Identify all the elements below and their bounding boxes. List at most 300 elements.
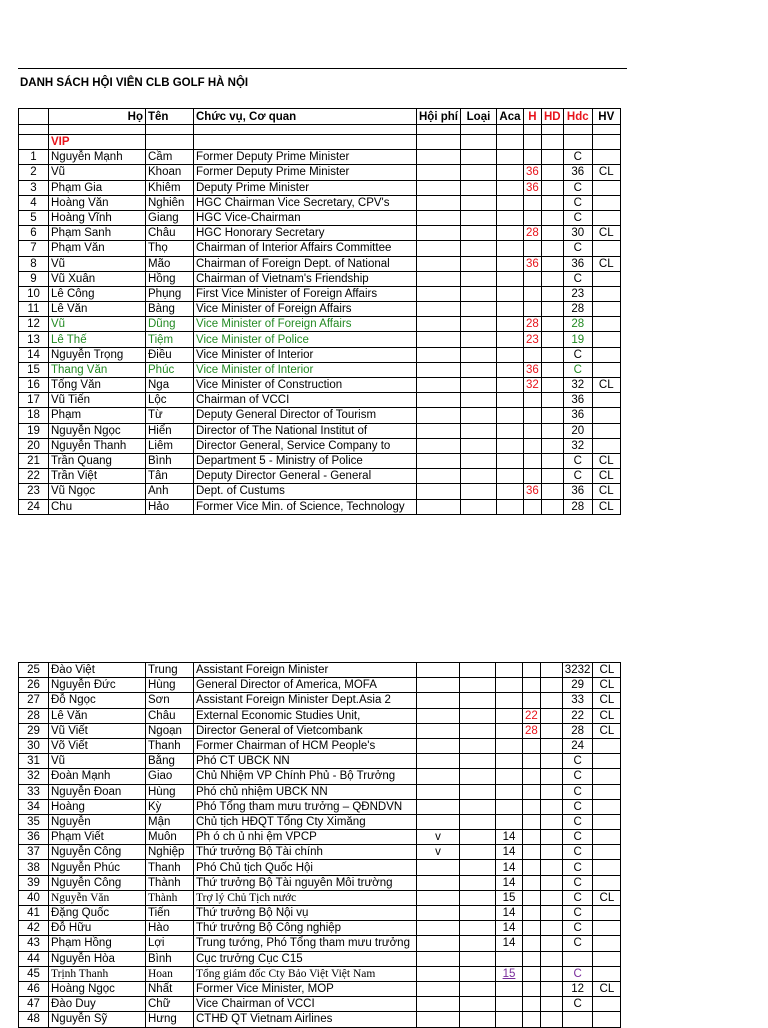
cell-hoi-phi <box>417 271 461 286</box>
cell-loai <box>460 875 496 890</box>
cell-hdc: 23 <box>563 286 592 301</box>
cell-hdc: 12 <box>562 981 593 996</box>
cell-aca <box>496 423 523 438</box>
cell-ten: Trung <box>146 663 194 678</box>
cell-hdc: C <box>562 845 593 860</box>
cell-chuc-vu: Thứ trưởng Bộ Tài chính <box>194 845 417 860</box>
cell-hv <box>593 845 621 860</box>
cell-chuc-vu: Chairman of VCCI <box>194 393 417 408</box>
cell-chuc-vu: Chairman of Interior Affairs Committee <box>194 241 417 256</box>
cell-chuc-vu: Former Vice Min. of Science, Technology <box>194 499 417 514</box>
cell-hdc: C <box>563 180 592 195</box>
cell-ho: Nguyễn <box>49 814 146 829</box>
cell-h: 36 <box>523 362 541 377</box>
cell-hoi-phi <box>417 286 461 301</box>
cell-loai <box>460 845 496 860</box>
cell-ten: Hiển <box>146 423 194 438</box>
cell-hdc: C <box>562 997 593 1012</box>
cell-ten: Nghiệp <box>146 845 194 860</box>
cell-ten: Mận <box>146 814 194 829</box>
cell-aca <box>496 347 523 362</box>
cell-aca <box>496 453 523 468</box>
cell-h <box>523 150 541 165</box>
cell-hd <box>541 362 563 377</box>
cell-hd <box>540 875 562 890</box>
cell-loai <box>460 769 496 784</box>
cell-h <box>523 906 541 921</box>
cell-aca <box>496 408 523 423</box>
cell-ho: Nguyễn Mạnh <box>49 150 146 165</box>
cell-chuc-vu: Deputy Prime Minister <box>194 180 417 195</box>
header-chuc-vu: Chức vụ, Cơ quan <box>194 109 417 125</box>
cell-hv <box>593 799 621 814</box>
cell-loai <box>460 423 496 438</box>
cell-h <box>523 499 541 514</box>
cell-ten: Hùng <box>146 678 194 693</box>
cell-hoi-phi <box>417 784 460 799</box>
row-number: 14 <box>19 347 49 362</box>
cell-hv <box>592 302 620 317</box>
cell-loai <box>460 693 496 708</box>
cell-hoi-phi <box>417 453 461 468</box>
cell-loai <box>460 180 496 195</box>
cell-hv <box>592 195 620 210</box>
cell-hd <box>541 271 563 286</box>
cell-h <box>523 271 541 286</box>
cell-ten: Khoan <box>146 165 194 180</box>
cell-loai <box>460 302 496 317</box>
cell-hv <box>592 271 620 286</box>
cell-hv <box>592 347 620 362</box>
table-row <box>19 241 621 256</box>
row-number: 48 <box>19 1012 49 1027</box>
cell-aca <box>496 769 523 784</box>
cell-hoi-phi <box>417 754 460 769</box>
row-number: 32 <box>19 769 49 784</box>
cell-ho: Vũ <box>49 256 146 271</box>
cell-hdc: C <box>562 830 593 845</box>
row-number: 17 <box>19 393 49 408</box>
cell-aca: 14 <box>496 860 523 875</box>
cell-ten: Phụng <box>146 286 194 301</box>
table-row <box>19 723 621 738</box>
cell-ten: Thanh <box>146 860 194 875</box>
cell-chuc-vu: Tổng giám đốc Cty Bảo Việt Việt Nam <box>194 966 417 981</box>
cell-hoi-phi <box>417 210 461 225</box>
cell-hoi-phi <box>417 769 460 784</box>
cell-hd <box>541 408 563 423</box>
row-number: 47 <box>19 997 49 1012</box>
cell-hv <box>592 332 620 347</box>
cell-hd <box>540 708 562 723</box>
cell-h <box>523 860 541 875</box>
row-number: 39 <box>19 875 49 890</box>
cell-chuc-vu: Former Deputy Prime Minister <box>194 150 417 165</box>
cell-aca <box>496 723 523 738</box>
table-row <box>19 693 621 708</box>
cell-ho: Nguyễn Công <box>49 845 146 860</box>
cell-ho: Phạm Gia <box>49 180 146 195</box>
row-number: 5 <box>19 210 49 225</box>
cell-chuc-vu: Deputy General Director of Tourism <box>194 408 417 423</box>
cell-hoi-phi <box>417 256 461 271</box>
cell-hd <box>541 241 563 256</box>
cell-ten: Phúc <box>146 362 194 377</box>
cell-ten: Sơn <box>146 693 194 708</box>
header-ten: Tên <box>146 109 194 125</box>
cell-h <box>523 408 541 423</box>
cell-chuc-vu: Phó chủ nhiệm UBCK NN <box>194 784 417 799</box>
cell-h <box>523 875 541 890</box>
cell-hoi-phi <box>417 241 461 256</box>
cell-hdc: C <box>563 241 592 256</box>
cell-h <box>523 845 541 860</box>
cell-hv <box>593 951 621 966</box>
cell-hdc: C <box>563 469 592 484</box>
table-row <box>19 256 621 271</box>
cell-aca <box>496 150 523 165</box>
cell-hdc: 33 <box>562 693 593 708</box>
cell-aca <box>496 362 523 377</box>
table-row <box>19 981 621 996</box>
cell-aca <box>496 180 523 195</box>
cell-ten: Nghiên <box>146 195 194 210</box>
cell-hdc: 28 <box>563 317 592 332</box>
table-row <box>19 906 621 921</box>
cell-ten: Thanh <box>146 738 194 753</box>
cell-hv <box>592 362 620 377</box>
cell-h <box>523 693 541 708</box>
cell-loai <box>460 997 496 1012</box>
table-row <box>19 302 621 317</box>
cell-hv: CL <box>593 708 621 723</box>
cell-ten: Hùng <box>146 784 194 799</box>
cell-aca <box>496 997 523 1012</box>
table-row <box>19 499 621 514</box>
cell-hdc: C <box>562 814 593 829</box>
cell-hoi-phi <box>417 393 461 408</box>
cell-hv <box>593 997 621 1012</box>
cell-hd <box>540 921 562 936</box>
cell-aca <box>496 754 523 769</box>
cell-hdc: C <box>562 890 593 905</box>
spacer-row <box>19 125 621 135</box>
cell-aca[interactable]: 15 <box>496 966 523 981</box>
row-number: 42 <box>19 921 49 936</box>
cell-h <box>523 302 541 317</box>
table-row <box>19 362 621 377</box>
row-number: 46 <box>19 981 49 996</box>
table-row <box>19 678 621 693</box>
cell-hd <box>541 423 563 438</box>
cell-loai <box>460 499 496 514</box>
row-number: 36 <box>19 830 49 845</box>
cell-aca <box>496 708 523 723</box>
cell-ten: Thành <box>146 875 194 890</box>
row-number: 43 <box>19 936 49 951</box>
cell-loai <box>460 393 496 408</box>
cell-hoi-phi <box>417 981 460 996</box>
cell-hd <box>541 484 563 499</box>
cell-ho: Vũ Xuân <box>49 271 146 286</box>
cell-hdc: 32 <box>563 378 592 393</box>
cell-hoi-phi <box>417 302 461 317</box>
cell-hdc: 28 <box>562 723 593 738</box>
table-row <box>19 830 621 845</box>
cell-h <box>523 951 541 966</box>
cell-ten: Tân <box>146 469 194 484</box>
cell-h <box>523 936 541 951</box>
header-row <box>19 109 621 125</box>
table-row <box>19 210 621 225</box>
cell-hv: CL <box>592 165 620 180</box>
row-number: 29 <box>19 723 49 738</box>
row-number: 28 <box>19 708 49 723</box>
cell-hv <box>592 210 620 225</box>
cell-hdc: C <box>562 754 593 769</box>
cell-hd <box>541 332 563 347</box>
cell-hdc: 3232 <box>562 663 593 678</box>
cell-hdc: C <box>562 906 593 921</box>
table-row <box>19 754 621 769</box>
table-row <box>19 845 621 860</box>
cell-hv: CL <box>593 723 621 738</box>
cell-ho: Đào Việt <box>49 663 146 678</box>
cell-hdc: C <box>562 799 593 814</box>
cell-ten: Từ <box>146 408 194 423</box>
cell-aca <box>496 271 523 286</box>
cell-hv <box>593 936 621 951</box>
table-row <box>19 921 621 936</box>
cell-loai <box>460 271 496 286</box>
cell-hdc: 30 <box>563 226 592 241</box>
cell-aca <box>496 302 523 317</box>
cell-hdc <box>562 1012 593 1027</box>
cell-ho: Vũ <box>49 317 146 332</box>
cell-chuc-vu: Dept. of Custums <box>194 484 417 499</box>
header-ho: Họ <box>49 109 146 125</box>
cell-aca: 14 <box>496 936 523 951</box>
cell-aca: 15 <box>496 890 523 905</box>
row-number: 27 <box>19 693 49 708</box>
table-row <box>19 378 621 393</box>
table-row <box>19 966 621 981</box>
cell-chuc-vu: HGC Honorary Secretary <box>194 226 417 241</box>
table-row <box>19 393 621 408</box>
cell-h <box>523 1012 541 1027</box>
cell-hv <box>593 875 621 890</box>
cell-h <box>523 769 541 784</box>
cell-h <box>523 438 541 453</box>
table-row <box>19 799 621 814</box>
cell-hd <box>541 210 563 225</box>
cell-h <box>523 663 541 678</box>
cell-ten: Tiệm <box>146 332 194 347</box>
cell-hoi-phi <box>417 966 460 981</box>
cell-aca <box>496 784 523 799</box>
cell-loai <box>460 362 496 377</box>
cell-hoi-phi <box>417 226 461 241</box>
cell-chuc-vu: Thứ trưởng Bộ Công nghiệp <box>194 921 417 936</box>
table-row <box>19 317 621 332</box>
cell-chuc-vu: Phó Tổng tham mưu trưởng – QĐNDVN <box>194 799 417 814</box>
cell-hdc: 28 <box>563 499 592 514</box>
cell-loai <box>460 754 496 769</box>
table-row <box>19 951 621 966</box>
row-number: 31 <box>19 754 49 769</box>
cell-ten: Châu <box>146 226 194 241</box>
cell-ten: Hào <box>146 921 194 936</box>
member-table-part2 <box>18 662 621 1028</box>
cell-ho: Lê Văn <box>49 708 146 723</box>
row-number: 2 <box>19 165 49 180</box>
cell-hd <box>540 799 562 814</box>
cell-loai <box>460 210 496 225</box>
cell-hoi-phi <box>417 408 461 423</box>
cell-h: 36 <box>523 165 541 180</box>
header-loai: Loại <box>460 109 496 125</box>
cell-ho: Lê Thế <box>49 332 146 347</box>
table-row <box>19 332 621 347</box>
cell-hv <box>592 286 620 301</box>
row-number: 37 <box>19 845 49 860</box>
table-row <box>19 469 621 484</box>
cell-hd <box>540 814 562 829</box>
cell-chuc-vu: Chủ tịch HĐQT Tổng Cty Ximăng <box>194 814 417 829</box>
cell-h <box>523 981 541 996</box>
cell-hd <box>541 226 563 241</box>
cell-aca <box>496 981 523 996</box>
cell-hdc: C <box>562 875 593 890</box>
cell-hoi-phi <box>417 875 460 890</box>
cell-hd <box>540 723 562 738</box>
cell-aca: 14 <box>496 906 523 921</box>
cell-hoi-phi <box>417 708 460 723</box>
cell-aca <box>496 256 523 271</box>
cell-chuc-vu: Trợ lý Chủ Tịch nước <box>194 890 417 905</box>
cell-chuc-vu: External Economic Studies Unit, <box>194 708 417 723</box>
cell-hv <box>593 784 621 799</box>
cell-ho: Lê Công <box>49 286 146 301</box>
cell-hv: CL <box>592 499 620 514</box>
cell-hd <box>540 997 562 1012</box>
cell-h <box>523 195 541 210</box>
cell-loai <box>460 966 496 981</box>
cell-h <box>523 814 541 829</box>
cell-chuc-vu: Vice Minister of Police <box>194 332 417 347</box>
cell-aca <box>496 814 523 829</box>
row-number: 9 <box>19 271 49 286</box>
cell-h <box>523 738 541 753</box>
table-row <box>19 286 621 301</box>
cell-h <box>523 754 541 769</box>
cell-loai <box>460 469 496 484</box>
table-row <box>19 438 621 453</box>
cell-loai <box>460 378 496 393</box>
cell-ho: Trần Việt <box>49 469 146 484</box>
cell-hv: CL <box>592 453 620 468</box>
row-number: 15 <box>19 362 49 377</box>
cell-h <box>523 393 541 408</box>
table-row <box>19 453 621 468</box>
cell-hdc: C <box>563 210 592 225</box>
cell-hd <box>540 754 562 769</box>
cell-ho: Vũ <box>49 754 146 769</box>
cell-chuc-vu: Assistant Foreign Minister Dept.Asia 2 <box>194 693 417 708</box>
cell-chuc-vu: Thứ trưởng Bộ Tài nguyên Môi trường <box>194 875 417 890</box>
cell-loai <box>460 241 496 256</box>
cell-ho: Vũ <box>49 165 146 180</box>
cell-hoi-phi <box>417 484 461 499</box>
cell-hoi-phi <box>417 997 460 1012</box>
cell-ho: Đỗ Ngọc <box>49 693 146 708</box>
cell-hv: CL <box>593 693 621 708</box>
cell-hoi-phi <box>417 799 460 814</box>
cell-chuc-vu: Vice Chairman of VCCI <box>194 997 417 1012</box>
cell-ten: Bình <box>146 951 194 966</box>
cell-ten: Giao <box>146 769 194 784</box>
member-table-part1 <box>18 108 621 515</box>
cell-chuc-vu: General Director of America, MOFA <box>194 678 417 693</box>
row-number: 24 <box>19 499 49 514</box>
cell-loai <box>460 890 496 905</box>
cell-h: 23 <box>523 332 541 347</box>
table-row <box>19 271 621 286</box>
cell-hoi-phi <box>417 438 461 453</box>
cell-hdc: 36 <box>563 393 592 408</box>
cell-hoi-phi <box>417 860 460 875</box>
cell-ho: Hoàng Văn <box>49 195 146 210</box>
cell-ten: Bình <box>146 453 194 468</box>
cell-h <box>523 799 541 814</box>
cell-loai <box>460 723 496 738</box>
table-row <box>19 226 621 241</box>
cell-aca: 14 <box>496 921 523 936</box>
cell-ten: Bàng <box>146 302 194 317</box>
cell-hd <box>540 663 562 678</box>
cell-chuc-vu: Director General of Vietcombank <box>194 723 417 738</box>
cell-hoi-phi: v <box>417 845 460 860</box>
cell-hd <box>541 317 563 332</box>
cell-chuc-vu: Ph ó ch ủ nhi ệm VPCP <box>194 830 417 845</box>
cell-ho: Trần Quang <box>49 453 146 468</box>
cell-ho: Nguyễn Trọng <box>49 347 146 362</box>
cell-ten: Châu <box>146 708 194 723</box>
cell-h <box>523 453 541 468</box>
cell-loai <box>460 951 496 966</box>
cell-hdc: 24 <box>562 738 593 753</box>
cell-hv <box>592 317 620 332</box>
cell-aca <box>496 678 523 693</box>
cell-aca <box>496 484 523 499</box>
cell-h: 28 <box>523 226 541 241</box>
row-number: 38 <box>19 860 49 875</box>
cell-aca <box>496 1012 523 1027</box>
cell-hv <box>593 830 621 845</box>
table-row <box>19 150 621 165</box>
cell-h: 32 <box>523 378 541 393</box>
cell-hv <box>593 906 621 921</box>
section-row <box>19 135 621 150</box>
cell-chuc-vu: Vice Minister of Interior <box>194 362 417 377</box>
row-number: 22 <box>19 469 49 484</box>
cell-hoi-phi <box>417 195 461 210</box>
cell-hv <box>593 754 621 769</box>
row-number: 21 <box>19 453 49 468</box>
cell-hv <box>592 241 620 256</box>
cell-hdc: 20 <box>563 423 592 438</box>
cell-hd <box>540 951 562 966</box>
